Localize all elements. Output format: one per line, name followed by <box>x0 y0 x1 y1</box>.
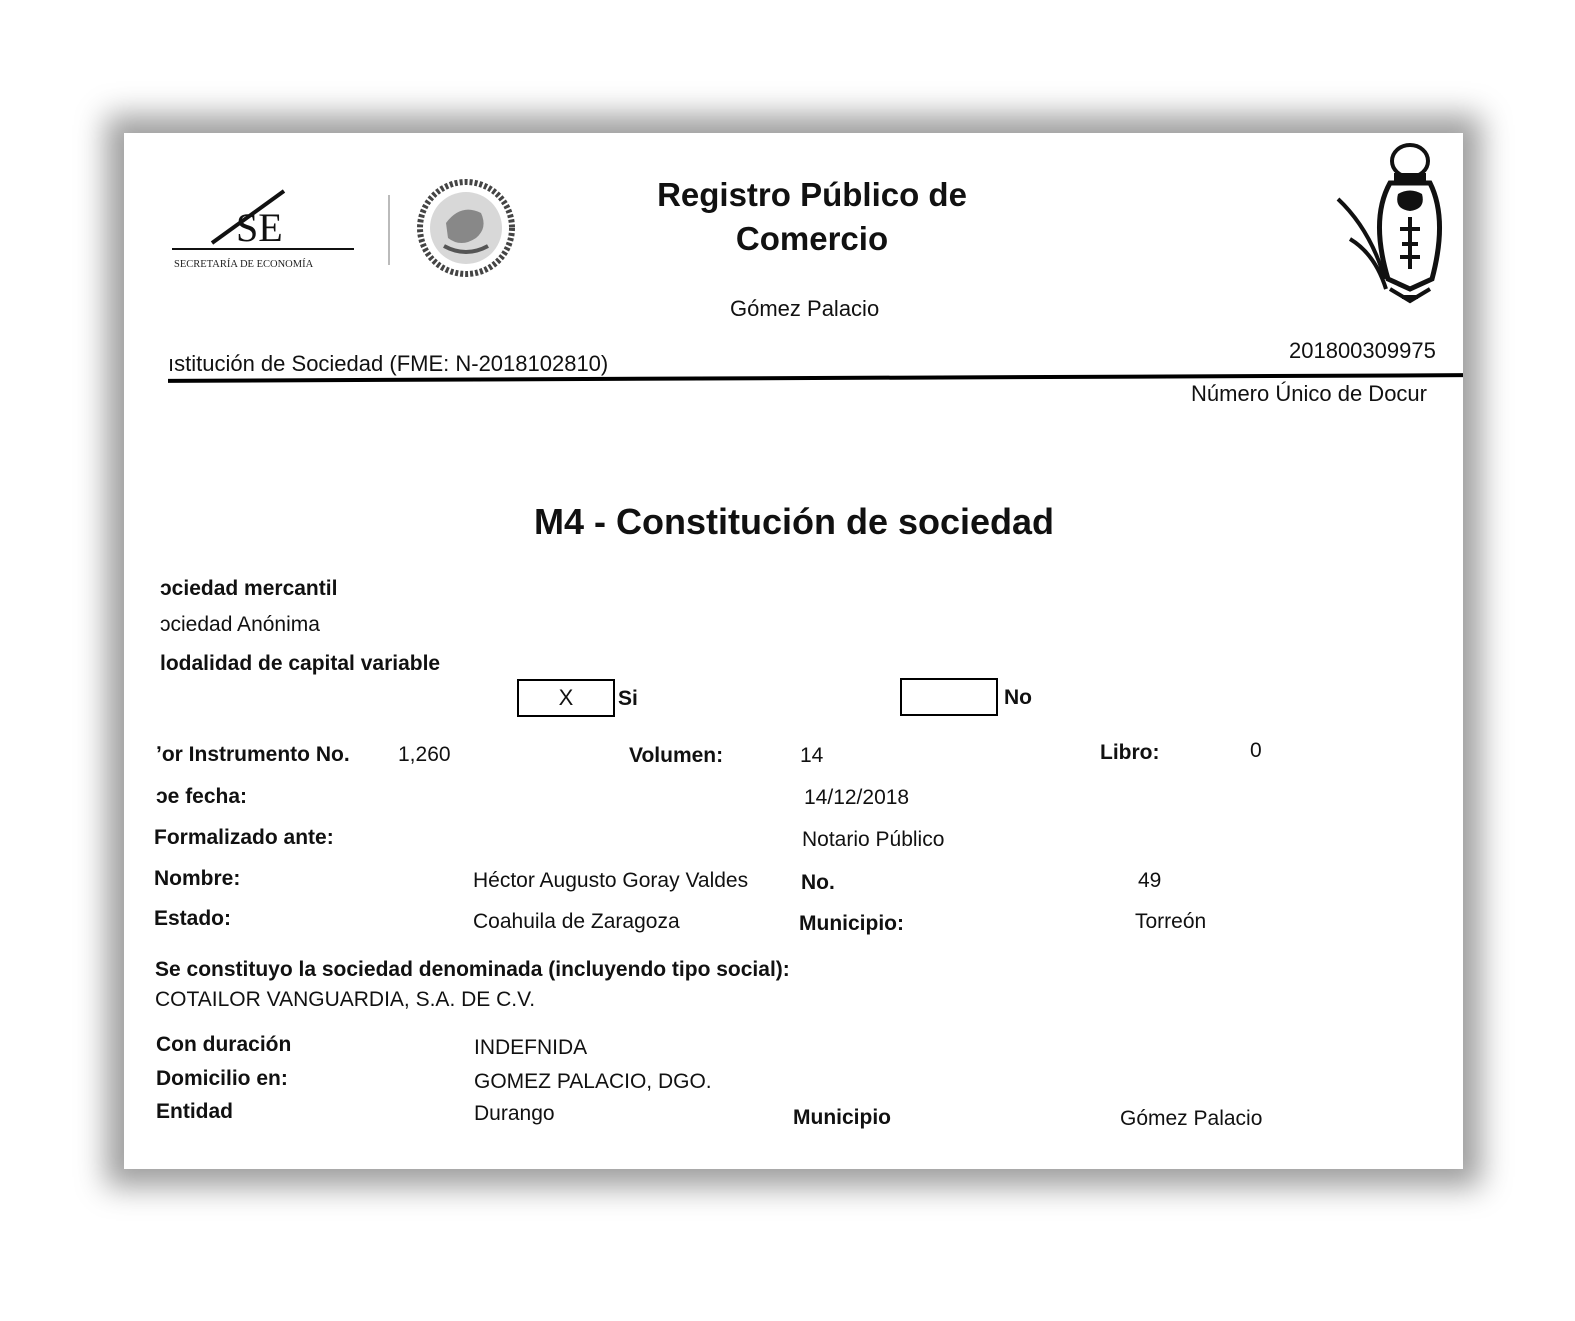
society-type: ɔciedad mercantil <box>160 577 338 600</box>
estado-label: Estado: <box>154 907 232 930</box>
municipio2-label: Municipio <box>793 1106 891 1129</box>
denominacion-value: COTAILOR VANGUARDIA, S.A. DE C.V. <box>155 988 536 1011</box>
municipio2-value: Gómez Palacio <box>1120 1107 1263 1130</box>
mexico-seal-icon <box>416 178 516 278</box>
estado-value: Coahuila de Zaragoza <box>473 910 680 933</box>
registry-title-line1: Registro Público de <box>657 176 967 213</box>
registry-office: Gómez Palacio <box>730 296 880 321</box>
duracion-value: INDEFNIDA <box>474 1036 588 1059</box>
document-number: 201800309975 <box>1289 338 1436 363</box>
municipal-crest-icon <box>1330 139 1450 304</box>
formalizado-label: Formalizado ante: <box>154 826 334 849</box>
notary-number-value: 49 <box>1138 869 1162 892</box>
capital-variable-yes-checkbox[interactable]: X <box>517 679 615 717</box>
fecha-label: ɔe fecha: <box>156 785 248 808</box>
instrumento-value: 1,260 <box>398 743 451 766</box>
capital-variable-no-label: No <box>1004 686 1032 709</box>
document-page <box>124 133 1463 1169</box>
capital-variable-yes-label: Si <box>618 687 638 710</box>
municipio-label: Municipio: <box>799 912 904 935</box>
form-heading: M4 - Constitución de sociedad <box>534 501 1055 542</box>
act-reference: ıstitución de Sociedad (FME: N-2018102810) <box>168 351 609 376</box>
registry-title <box>532 173 1092 261</box>
municipio-value: Torreón <box>1135 910 1207 933</box>
ministry-name: SECRETARÍA DE ECONOMÍA <box>174 259 314 270</box>
entidad-value: Durango <box>474 1102 555 1125</box>
fecha-value: 14/12/2018 <box>804 786 910 809</box>
denominacion-label: Se constituyo la sociedad denominada (incluyendo tipo social): <box>155 958 790 981</box>
se-logo-text: SE <box>236 205 283 250</box>
capital-variable-label: lodalidad de capital variable <box>160 652 441 675</box>
nombre-value: Héctor Augusto Goray Valdes <box>473 869 749 892</box>
notary-number-label: No. <box>801 871 835 894</box>
capital-variable-no-checkbox[interactable] <box>900 678 998 716</box>
volumen-value: 14 <box>800 744 824 767</box>
logo-divider <box>388 195 390 265</box>
society-subtype: ɔciedad Anónima <box>160 613 320 636</box>
domicilio-value: GOMEZ PALACIO, DGO. <box>474 1070 712 1093</box>
domicilio-label: Domicilio en: <box>156 1067 288 1090</box>
secretaria-economia-logo <box>172 183 362 273</box>
duracion-label: Con duración <box>156 1033 292 1056</box>
libro-value: 0 <box>1250 739 1262 762</box>
instrumento-label: ʼor Instrumento No. <box>156 743 350 766</box>
registry-title-line2: Comercio <box>735 220 889 257</box>
volumen-label: Volumen: <box>629 744 724 767</box>
document-number-label: Número Único de Docur <box>1191 381 1427 406</box>
nombre-label: Nombre: <box>154 867 241 890</box>
libro-label: Libro: <box>1100 741 1160 764</box>
entidad-label: Entidad <box>156 1100 233 1123</box>
formalizado-value: Notario Público <box>802 828 945 851</box>
